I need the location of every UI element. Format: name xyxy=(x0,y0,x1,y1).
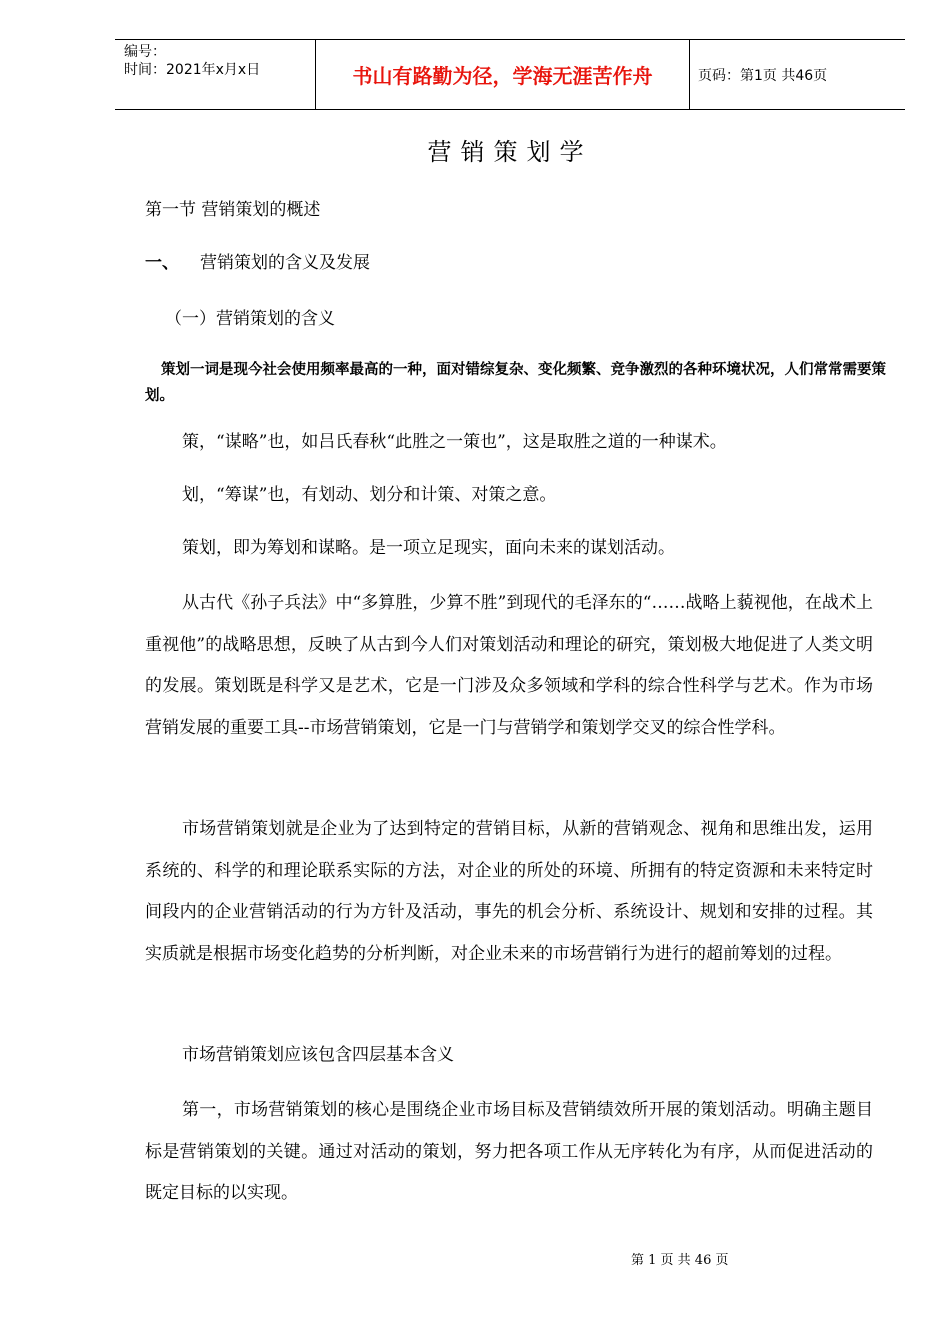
document-title: 营销策划学 xyxy=(427,138,593,166)
paragraph-5: 市场营销策划就是企业为了达到特定的营销目标，从新的营销观念、视角和思维出发，运用系统的、科学的和理论联系实际的方法，对企业的所处的环境、所拥有的特定资源和未来特定时间段内的企业营销活动的行为方针及活动，事先的机会分析、系统设计、规划和安排的过程。其实质就是根据市场变化趋势的分析判断，对企业未来的市场营销行为进行的超前筹划的过程。 xyxy=(145,819,873,964)
header-motto: 书山有路勤为径，学海无涯苦作舟 xyxy=(316,40,690,109)
heading-1-text: 营销策划的含义及发展 xyxy=(200,253,370,273)
bold-intro-paragraph: 策划一词是现今社会使用频率最高的一种，面对错综复杂、变化频繁、竞争激烈的各种环境状况，人们常常需要策划。 xyxy=(145,361,886,404)
header-meta xyxy=(115,40,316,109)
header-page-info: 页码：第1页 共46页 xyxy=(698,67,828,84)
paragraph-3: 策划，即为筹划和谋略。是一项立足现实，面向未来的谋划活动。 xyxy=(182,538,675,558)
heading-1-number: 一、 xyxy=(145,253,179,273)
paragraph-6: 市场营销策划应该包含四层基本含义 xyxy=(182,1045,454,1065)
paragraph-1: 策，“谋略”也，如吕氏春秋“此胜之一策也”，这是取胜之道的一种谋术。 xyxy=(182,432,727,452)
paragraph-4: 从古代《孙子兵法》中“多算胜，少算不胜”到现代的毛泽东的“……战略上藐视他，在战术上重视他”的战略思想，反映了从古到今人们对策划活动和理论的研究，策划极大地促进了人类文明的发展。策划既是科学又是艺术，它是一门涉及众多领域和学科的综合性科学与艺术。作为市场营销发展的重要工具--市场营销策划，它是一门与营销学和策划学交叉的综合性学科。 xyxy=(145,593,873,738)
serial-number-label: 编号： xyxy=(124,44,166,60)
page-header xyxy=(115,39,905,110)
page-footer: 第 1 页 共 46 页 xyxy=(631,1253,729,1268)
section-heading: 第一节 营销策划的概述 xyxy=(145,200,321,220)
heading-1 xyxy=(145,248,370,273)
paragraph-7: 第一，市场营销策划的核心是围绕企业市场目标及营销绩效所开展的策划活动。明确主题目标是营销策划的关键。通过对活动的策划，努力把各项工作从无序转化为有序，从而促进活动的既定目标的以实现。 xyxy=(145,1100,873,1203)
subheading: （一）营销策划的含义 xyxy=(165,309,335,329)
time-label: 时间：2021年x月x日 xyxy=(124,62,261,78)
paragraph-2: 划，“筹谋”也，有划动、划分和计策、对策之意。 xyxy=(182,485,557,505)
